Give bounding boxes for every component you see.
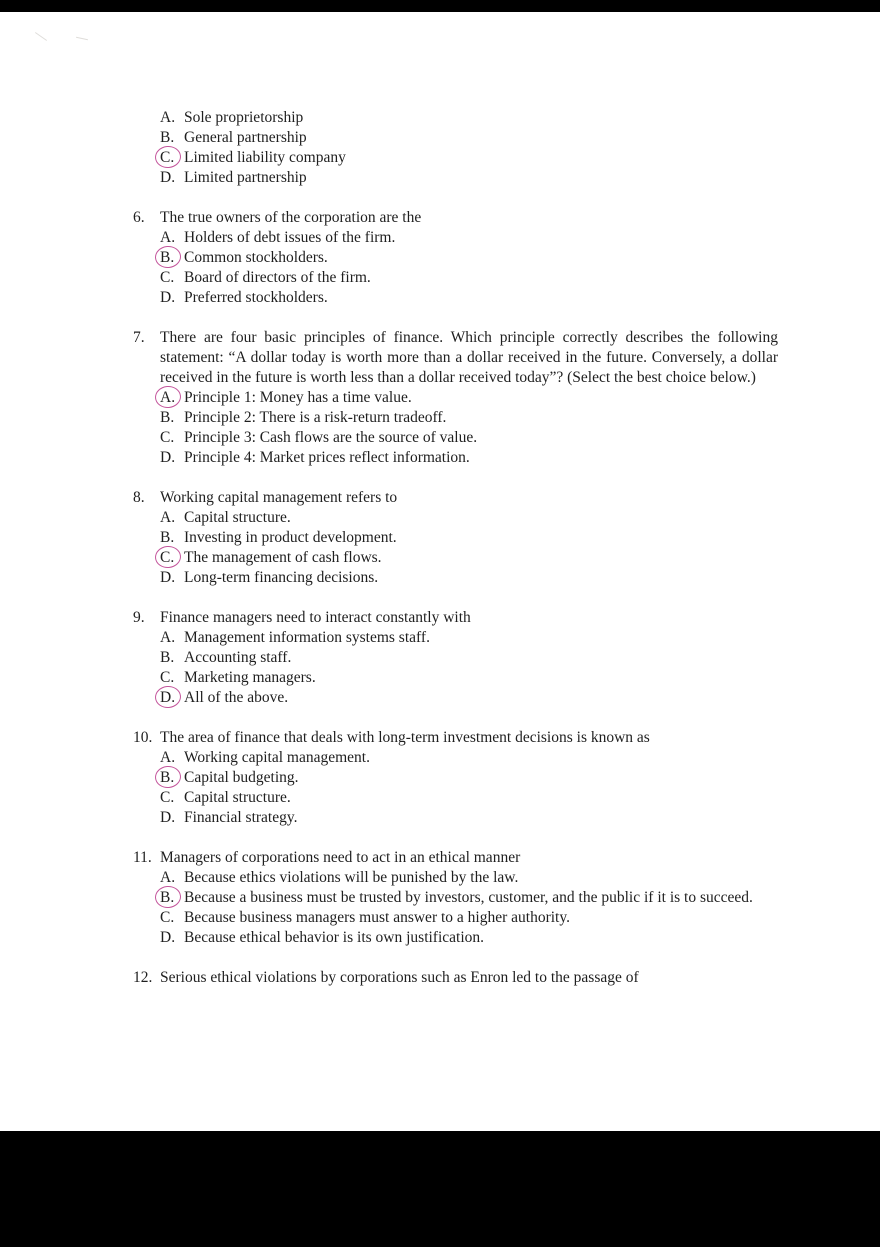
option-text: Principle 1: Money has a time value. (184, 389, 412, 406)
option-letter-circled-answer: C. (160, 548, 184, 568)
option-text: Capital structure. (184, 789, 291, 806)
option-letter: B. (160, 409, 175, 426)
option-letter: D. (160, 449, 176, 466)
option-letter: C. (160, 789, 175, 806)
question-11 (133, 848, 778, 948)
option-text: Capital structure. (184, 509, 291, 526)
option-letter-circled-answer: B. (160, 248, 184, 268)
option-row (160, 448, 778, 468)
option-text: Accounting staff. (184, 649, 292, 666)
question-text: There are four basic principles of finance. Which principle correctly describes the following statement: “A dollar today is worth more than a dollar received in the future. Conversely, a dollar received in the future is worth less than a dollar received today”? (Select the best choice below.) (160, 329, 778, 386)
option-letter: A. (160, 509, 176, 526)
option-letter: B. (160, 649, 175, 666)
option-text: Investing in product development. (184, 529, 397, 546)
question-7 (133, 328, 778, 468)
question-8 (133, 488, 778, 588)
option-letter: D. (160, 569, 176, 586)
question-number: 7. (133, 329, 145, 346)
option-row (160, 548, 778, 568)
option-row (160, 128, 778, 148)
question-text: The true owners of the corporation are the (160, 209, 422, 226)
option-row (160, 108, 778, 128)
question-text: Working capital management refers to (160, 489, 398, 506)
option-row (160, 268, 778, 288)
option-row (160, 788, 778, 808)
question-stem (133, 848, 778, 868)
option-row (160, 628, 778, 648)
option-text: Principle 3: Cash flows are the source of value. (184, 429, 478, 446)
option-row (160, 168, 778, 188)
option-text: Working capital management. (184, 749, 370, 766)
option-letter-circled-answer: C. (160, 148, 184, 168)
question-6 (133, 208, 778, 308)
option-row (160, 908, 778, 928)
option-text: Limited partnership (184, 169, 307, 186)
option-text: Marketing managers. (184, 669, 316, 686)
option-text: Because a business must be trusted by investors, customer, and the public if it is to succeed. (184, 889, 753, 906)
question-text: Finance managers need to interact constantly with (160, 609, 471, 626)
question-12 (133, 968, 778, 988)
option-letter-circled-answer: B. (160, 888, 184, 908)
option-row (160, 668, 778, 688)
question-9 (133, 608, 778, 708)
option-row (160, 528, 778, 548)
option-letter-circled-answer: B. (160, 768, 184, 788)
option-row (160, 148, 778, 168)
option-row (160, 228, 778, 248)
option-row (160, 768, 778, 788)
question-text: Managers of corporations need to act in an ethical manner (160, 849, 521, 866)
option-text: Board of directors of the firm. (184, 269, 371, 286)
option-text: The management of cash flows. (184, 549, 382, 566)
question-stem (133, 608, 778, 628)
option-letter: A. (160, 629, 176, 646)
option-letter-circled-answer: A. (160, 388, 184, 408)
option-row (160, 248, 778, 268)
option-text: Common stockholders. (184, 249, 328, 266)
option-letter: B. (160, 129, 175, 146)
option-row (160, 388, 778, 408)
option-text: Management information systems staff. (184, 629, 430, 646)
option-row (160, 928, 778, 948)
option-letter: C. (160, 669, 175, 686)
option-row (160, 508, 778, 528)
option-letter-circled-answer: D. (160, 688, 184, 708)
question-10 (133, 728, 778, 828)
option-row (160, 868, 778, 888)
question-number: 6. (133, 209, 145, 226)
option-text: Because business managers must answer to a higher authority. (184, 909, 570, 926)
option-text: Capital budgeting. (184, 769, 299, 786)
option-text: Because ethics violations will be punished by the law. (184, 869, 519, 886)
option-text: Preferred stockholders. (184, 289, 328, 306)
option-text: Sole proprietorship (184, 109, 304, 126)
question-stem (133, 488, 778, 508)
option-text: Limited liability company (184, 149, 346, 166)
option-text: Principle 4: Market prices reflect information. (184, 449, 470, 466)
option-letter: D. (160, 809, 176, 826)
option-row (160, 428, 778, 448)
option-row (160, 748, 778, 768)
option-text: Financial strategy. (184, 809, 298, 826)
option-row (160, 288, 778, 308)
option-letter: A. (160, 109, 176, 126)
option-row (160, 808, 778, 828)
question-stem (133, 728, 778, 748)
question-number: 9. (133, 609, 145, 626)
question-text: Serious ethical violations by corporations such as Enron led to the passage of (160, 969, 639, 986)
question-stem (133, 208, 778, 228)
option-row (160, 568, 778, 588)
question-stem (133, 328, 778, 388)
question-text: The area of finance that deals with long-term investment decisions is known as (160, 729, 650, 746)
option-letter: D. (160, 289, 176, 306)
option-letter: D. (160, 169, 176, 186)
option-text: Long-term financing decisions. (184, 569, 379, 586)
option-letter: C. (160, 909, 175, 926)
option-text: Principle 2: There is a risk-return tradeoff. (184, 409, 447, 426)
option-text: All of the above. (184, 689, 289, 706)
question-number: 10. (133, 729, 153, 746)
option-text: Holders of debt issues of the firm. (184, 229, 396, 246)
option-row (160, 888, 778, 908)
partial-question-options (133, 108, 778, 188)
option-letter: D. (160, 929, 176, 946)
scan-border-bottom (0, 1131, 880, 1247)
option-letter: B. (160, 529, 175, 546)
option-letter: A. (160, 229, 176, 246)
question-stem (133, 968, 778, 988)
option-row (160, 648, 778, 668)
option-row (160, 408, 778, 428)
option-text: General partnership (184, 129, 307, 146)
question-number: 11. (133, 849, 152, 866)
question-number: 12. (133, 969, 153, 986)
option-text: Because ethical behavior is its own justification. (184, 929, 485, 946)
option-letter: A. (160, 749, 176, 766)
option-letter: C. (160, 429, 175, 446)
option-letter: A. (160, 869, 176, 886)
option-row (160, 688, 778, 708)
option-letter: C. (160, 269, 175, 286)
question-number: 8. (133, 489, 145, 506)
